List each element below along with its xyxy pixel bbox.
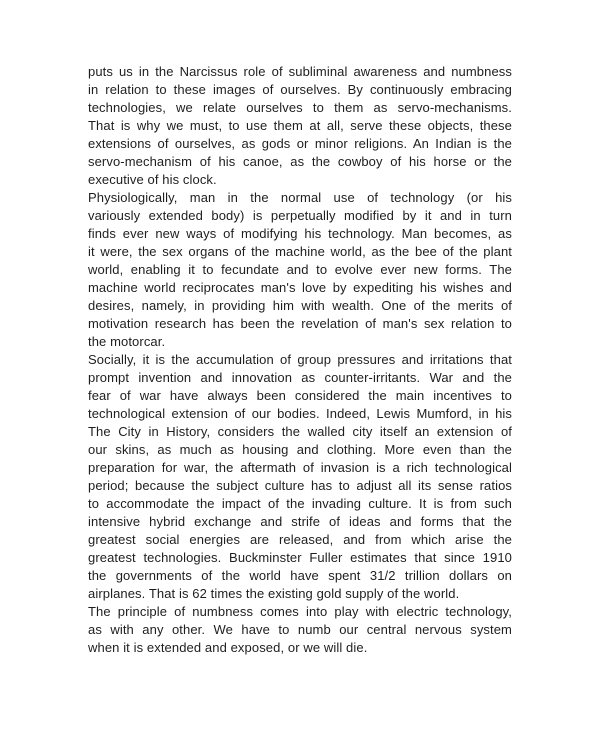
text-line: motivation research has been the revelation of man's sex relation to bbox=[88, 316, 512, 331]
text-line: it were, the sex organs of the machine world, as the bee of the plant bbox=[88, 244, 512, 259]
text-line: machine world reciprocates man's love by expediting his wishes and bbox=[88, 280, 512, 295]
text-line: to accommodate the impact of the invading culture. It is from such bbox=[88, 496, 512, 511]
text-line: greatest social energies are released, and from which arise the bbox=[88, 532, 512, 547]
text-line: greatest technologies. Buckminster Fuller estimates that since 1910 bbox=[88, 550, 512, 565]
text-line: extensions of ourselves, as gods or minor religions. An Indian is the bbox=[88, 136, 512, 151]
text-line: puts us in the Narcissus role of subliminal awareness and numbness bbox=[88, 64, 512, 79]
text-line: in relation to these images of ourselves. By continuously embracing bbox=[88, 82, 512, 97]
text-line: Socially, it is the accumulation of group pressures and irritations that bbox=[88, 352, 512, 367]
text-line: finds ever new ways of modifying his technology. Man becomes, as bbox=[88, 226, 512, 241]
text-line: servo-mechanism of his canoe, as the cowboy of his horse or the bbox=[88, 154, 512, 169]
text-line: our skins, as much as housing and clothing. More even than the bbox=[88, 442, 512, 457]
text-line: world, enabling it to fecundate and to evolve ever new forms. The bbox=[88, 262, 512, 277]
text-line: the governments of the world have spent 31/2 trillion dollars on bbox=[88, 568, 512, 583]
text-line: variously extended body) is perpetually modified by it and in turn bbox=[88, 208, 512, 223]
body-text-block bbox=[88, 63, 512, 657]
text-line: executive of his clock. bbox=[88, 172, 217, 187]
text-line: as with any other. We have to numb our central nervous system bbox=[88, 622, 512, 637]
text-line: technological extension of our bodies. Indeed, Lewis Mumford, in his bbox=[88, 406, 512, 421]
text-line: The City in History, considers the walled city itself an extension of bbox=[88, 424, 512, 439]
text-line: preparation for war, the aftermath of invasion is a rich technological bbox=[88, 460, 512, 475]
text-line: That is why we must, to use them at all, serve these objects, these bbox=[88, 118, 512, 133]
text-line: when it is extended and exposed, or we will die. bbox=[88, 640, 368, 655]
text-line: technologies, we relate ourselves to them as servo-mechanisms. bbox=[88, 100, 512, 115]
text-line: desires, namely, in providing him with wealth. One of the merits of bbox=[88, 298, 512, 313]
text-line: period; because the subject culture has to adjust all its sense ratios bbox=[88, 478, 512, 493]
text-line: The principle of numbness comes into play with electric technology, bbox=[88, 604, 512, 619]
text-line: prompt invention and innovation as counter-irritants. War and the bbox=[88, 370, 512, 385]
text-line: airplanes. That is 62 times the existing gold supply of the world. bbox=[88, 586, 460, 601]
text-line: fear of war have always been considered the main incentives to bbox=[88, 388, 512, 403]
text-line: Physiologically, man in the normal use of technology (or his bbox=[88, 190, 512, 205]
text-line: intensive hybrid exchange and strife of ideas and forms that the bbox=[88, 514, 512, 529]
text-line: the motorcar. bbox=[88, 334, 166, 349]
